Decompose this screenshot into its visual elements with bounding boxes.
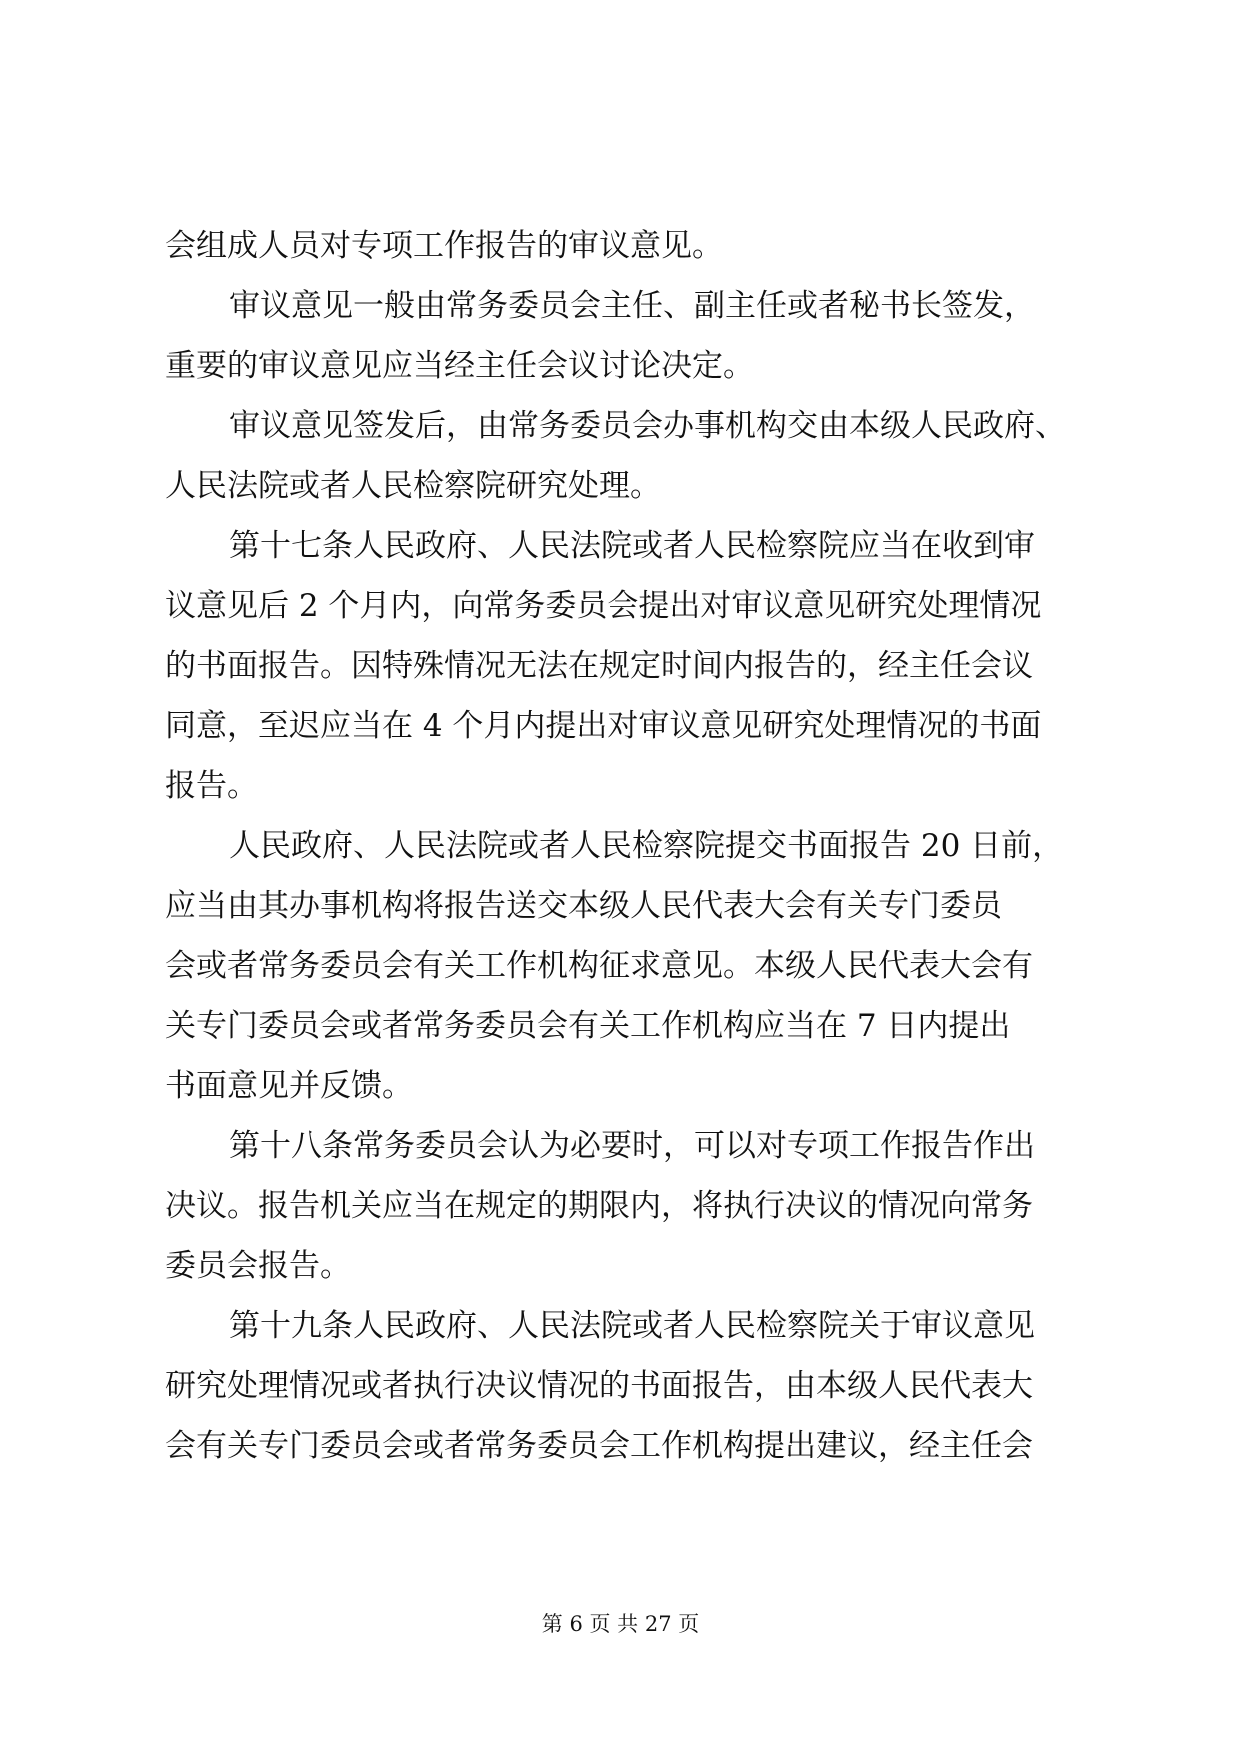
text-line: 委员会报告。	[165, 1248, 351, 1284]
text-line: 的书面报告。因特殊情况无法在规定时间内报告的，经主任会议	[165, 648, 1033, 684]
text-line: 书面意见并反馈。	[165, 1068, 413, 1104]
text-line: 第十七条人民政府、人民法院或者人民检察院应当在收到审	[229, 528, 1035, 564]
text-line: 应当由其办事机构将报告送交本级人民代表大会有关专门委员	[165, 888, 1002, 924]
text-line: 会有关专门委员会或者常务委员会工作机构提出建议，经主任会	[165, 1428, 1033, 1464]
text-line: 审议意见一般由常务委员会主任、副主任或者秘书长签发，	[229, 288, 1035, 324]
text-line: 人民法院或者人民检察院研究处理。	[165, 468, 661, 504]
text-line: 重要的审议意见应当经主任会议讨论决定。	[165, 348, 754, 384]
text-line: 议意见后 2 个月内，向常务委员会提出对审议意见研究处理情况	[165, 588, 1042, 624]
text-line: 第十九条人民政府、人民法院或者人民检察院关于审议意见	[229, 1308, 1035, 1344]
text-line: 会组成人员对专项工作报告的审议意见。	[165, 228, 723, 264]
text-line: 第十八条常务委员会认为必要时，可以对专项工作报告作出	[229, 1128, 1035, 1164]
text-line: 研究处理情况或者执行决议情况的书面报告，由本级人民代表大	[165, 1368, 1033, 1404]
text-line: 同意，至迟应当在 4 个月内提出对审议意见研究处理情况的书面	[165, 708, 1042, 744]
text-line: 决议。报告机关应当在规定的期限内，将执行决议的情况向常务	[165, 1188, 1033, 1224]
text-line: 关专门委员会或者常务委员会有关工作机构应当在 7 日内提出	[165, 1008, 1011, 1044]
page-number-footer: 第 6 页 共 27 页	[541, 1612, 700, 1636]
text-line: 人民政府、人民法院或者人民检察院提交书面报告 20 日前，	[229, 828, 1064, 864]
text-line: 审议意见签发后，由常务委员会办事机构交由本级人民政府、	[229, 408, 1066, 444]
text-line: 会或者常务委员会有关工作机构征求意见。本级人民代表大会有	[165, 948, 1033, 984]
text-line: 报告。	[165, 768, 258, 804]
